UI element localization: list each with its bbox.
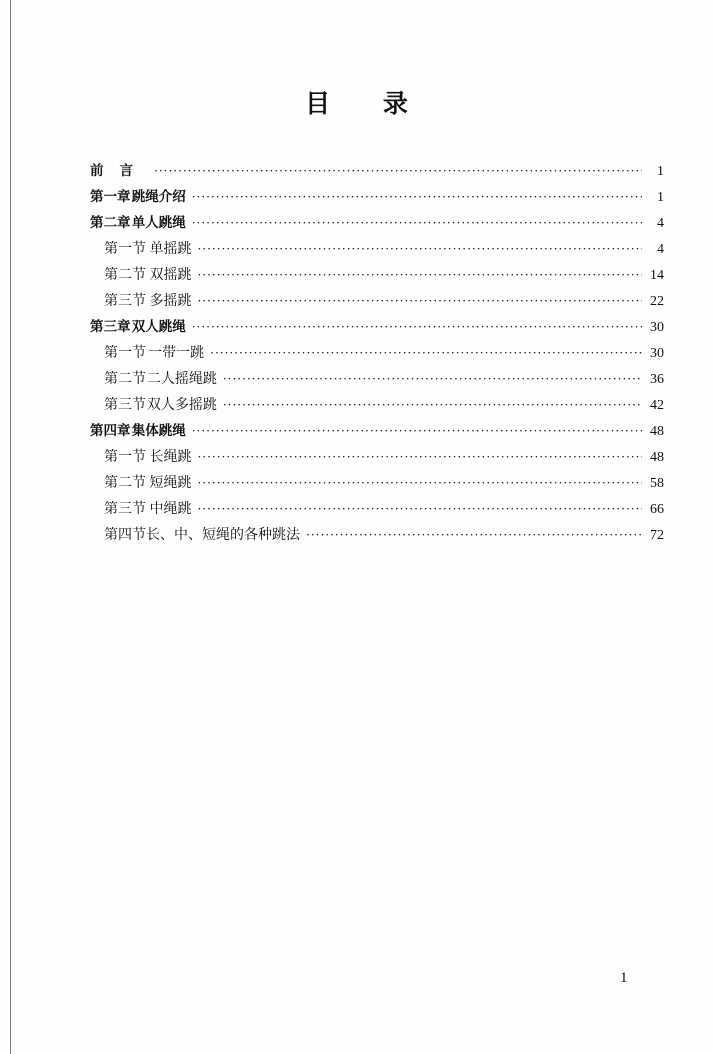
toc-entry-section[interactable] bbox=[90, 288, 664, 314]
table-of-contents bbox=[90, 158, 664, 548]
toc-entry-page: 66 bbox=[650, 502, 664, 517]
leader-dots bbox=[306, 522, 642, 548]
toc-entry-title: 短绳跳 bbox=[149, 475, 192, 491]
leader-dots bbox=[197, 236, 642, 262]
toc-entry-section[interactable] bbox=[90, 470, 664, 496]
toc-entry-number: 第四章 bbox=[90, 423, 131, 439]
page-number: 1 bbox=[620, 970, 628, 986]
toc-entry-chapter[interactable] bbox=[90, 184, 664, 210]
toc-entry-number: 第三节 bbox=[104, 397, 146, 413]
page-edge-line bbox=[10, 0, 11, 1054]
toc-entry-title: 中绳跳 bbox=[149, 501, 192, 517]
leader-dots bbox=[192, 210, 642, 236]
toc-entry-title: 一带一跳 bbox=[148, 345, 205, 361]
toc-entry-page: 30 bbox=[650, 320, 664, 335]
toc-entry-title: 双摇跳 bbox=[149, 267, 192, 283]
toc-entry-title: 集体跳绳 bbox=[131, 423, 186, 439]
leader-dots bbox=[192, 184, 642, 210]
toc-entry-title: 双人跳绳 bbox=[131, 319, 186, 335]
leader-dots bbox=[197, 288, 642, 314]
toc-entry-chapter[interactable] bbox=[90, 418, 664, 444]
toc-entry-number: 第三节 bbox=[104, 501, 146, 517]
toc-entry-number: 前言 bbox=[90, 163, 149, 179]
toc-entry-number: 第二章 bbox=[90, 215, 131, 231]
toc-entry-title: 二人摇绳跳 bbox=[146, 371, 217, 387]
leader-dots bbox=[197, 470, 642, 496]
toc-entry-title: 跳绳介绍 bbox=[131, 189, 186, 205]
toc-entry-section[interactable] bbox=[90, 496, 664, 522]
toc-entry-chapter[interactable] bbox=[90, 210, 664, 236]
leader-dots bbox=[210, 340, 642, 366]
toc-entry-title: 单摇跳 bbox=[149, 241, 192, 257]
toc-entry-page: 42 bbox=[650, 398, 664, 413]
toc-entry-section[interactable] bbox=[90, 262, 664, 288]
leader-dots bbox=[223, 392, 642, 418]
leader-dots bbox=[192, 314, 642, 340]
toc-entry-number: 第二节 bbox=[104, 371, 146, 387]
toc-entry-number: 第一节 bbox=[104, 241, 146, 257]
toc-entry-page: 1 bbox=[657, 164, 664, 179]
toc-entry-page: 36 bbox=[650, 372, 664, 387]
toc-entry-section[interactable] bbox=[90, 522, 664, 548]
toc-entry-page: 30 bbox=[650, 346, 664, 361]
toc-entry-number: 第二节 bbox=[104, 475, 146, 491]
leader-dots bbox=[154, 158, 642, 184]
toc-entry-number: 第一节 bbox=[104, 449, 146, 465]
toc-entry-page: 48 bbox=[650, 424, 664, 439]
leader-dots bbox=[192, 418, 642, 444]
toc-entry-number: 第三节 bbox=[104, 293, 146, 309]
toc-entry-section[interactable] bbox=[90, 392, 664, 418]
toc-entry-section[interactable] bbox=[90, 236, 664, 262]
toc-entry-number: 第二节 bbox=[104, 267, 146, 283]
toc-entry-page: 4 bbox=[657, 216, 664, 231]
leader-dots bbox=[223, 366, 642, 392]
toc-entry-section[interactable] bbox=[90, 366, 664, 392]
toc-entry-title: 长、中、短绳的各种跳法 bbox=[146, 527, 300, 543]
toc-entry-number: 第一节 bbox=[104, 345, 146, 361]
toc-entry-number: 第四节 bbox=[104, 527, 146, 543]
leader-dots bbox=[197, 444, 642, 470]
toc-entry-title: 长绳跳 bbox=[149, 449, 192, 465]
toc-entry-title: 多摇跳 bbox=[149, 293, 192, 309]
toc-entry-page: 58 bbox=[650, 476, 664, 491]
toc-entry-chapter[interactable] bbox=[90, 314, 664, 340]
toc-entry-page: 1 bbox=[657, 190, 664, 205]
toc-entry-page: 72 bbox=[650, 528, 664, 543]
toc-entry-number: 第一章 bbox=[90, 189, 131, 205]
toc-entry-number: 第三章 bbox=[90, 319, 131, 335]
toc-entry-title: 双人多摇跳 bbox=[146, 397, 217, 413]
toc-entry-page: 48 bbox=[650, 450, 664, 465]
toc-entry-page: 4 bbox=[657, 242, 664, 257]
toc-title: 目 录 bbox=[305, 89, 430, 118]
toc-entry-section[interactable] bbox=[90, 444, 664, 470]
leader-dots bbox=[197, 262, 642, 288]
toc-entry-page: 22 bbox=[650, 294, 664, 309]
toc-entry-section[interactable] bbox=[90, 340, 664, 366]
toc-entry-title: 单人跳绳 bbox=[131, 215, 186, 231]
toc-entry-preface[interactable] bbox=[90, 158, 664, 184]
leader-dots bbox=[197, 496, 642, 522]
toc-entry-page: 14 bbox=[650, 268, 664, 283]
